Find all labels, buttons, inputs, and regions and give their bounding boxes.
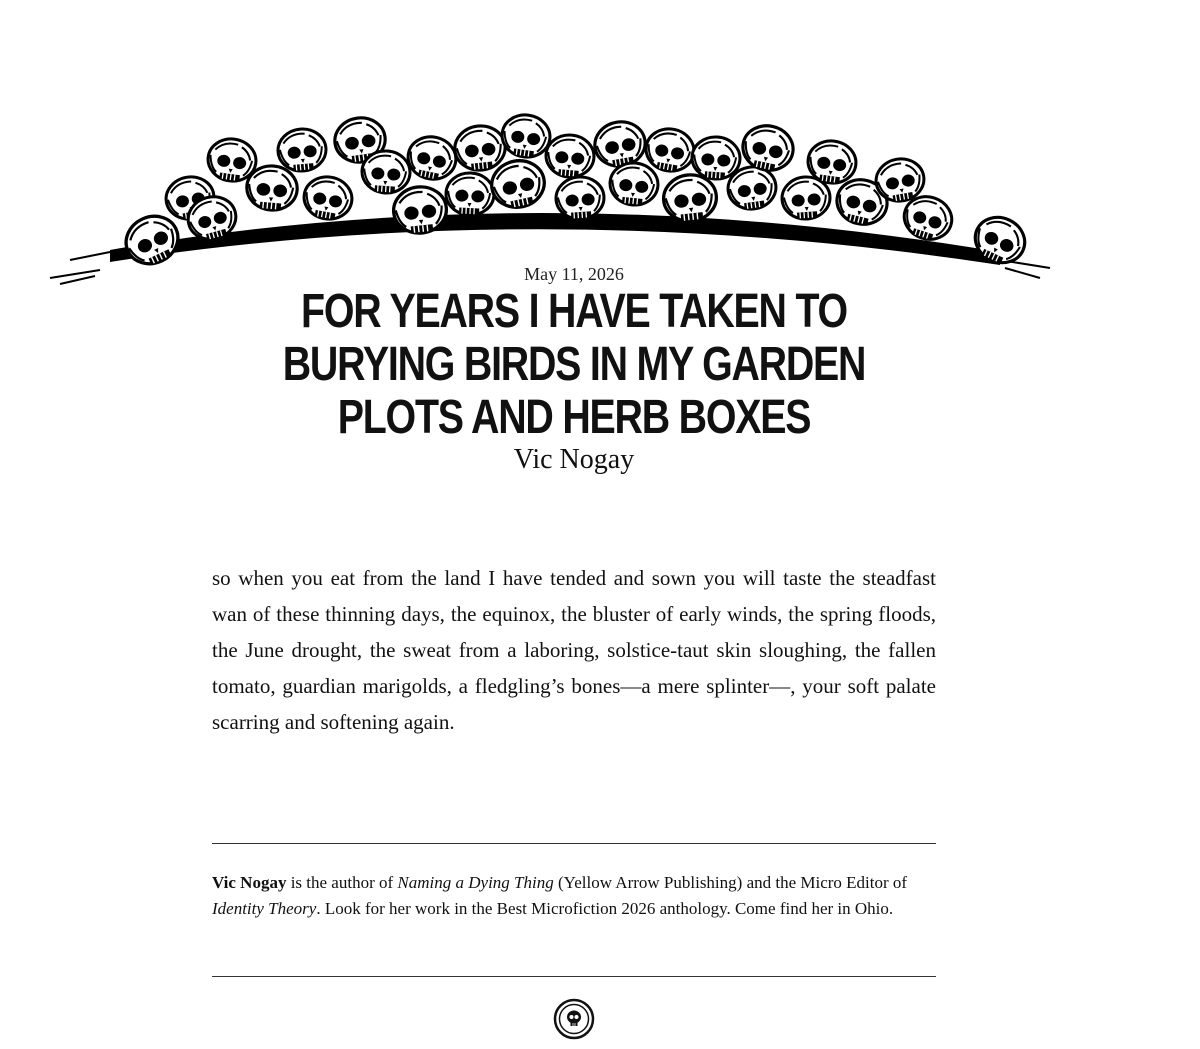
bio-text-3: . Look for her work in the Best Microfiction 2026 anthology. Come find her in Ohio. <box>316 899 894 918</box>
divider-bottom <box>212 976 936 977</box>
publish-date: May 11, 2026 <box>524 264 624 284</box>
skull-pile-banner-icon <box>40 100 1060 290</box>
bio-author-name: Vic Nogay <box>212 873 287 892</box>
bio-text-1: is the author of <box>286 873 398 892</box>
bio-book-title: Naming a Dying Thing <box>397 873 554 892</box>
poem-text: so when you eat from the land I have tended and sown you will taste the steadfast wan of these thinning days, the equinox, the bluster of early winds, the spring floods, the June drought, the sweat from a laboring, solstice-taut skin sloughing, the fallen tomato, guardian marigolds, a fledgling’s bones—a mere splinter—, your soft palate scarring and softening again. <box>212 566 936 734</box>
article-title: FOR YEARS I HAVE TAKEN TO BURYING BIRDS IN MY GARDEN PLOTS AND HERB BOXES <box>282 285 866 444</box>
article-author[interactable]: Vic Nogay <box>513 444 635 475</box>
bio-text-2: (Yellow Arrow Publishing) and the Micro Editor of <box>553 873 908 892</box>
author-bio <box>212 870 936 922</box>
bio-journal-title: Identity Theory <box>212 899 317 918</box>
divider-top <box>212 843 936 844</box>
skull-badge-icon[interactable] <box>553 998 595 1040</box>
